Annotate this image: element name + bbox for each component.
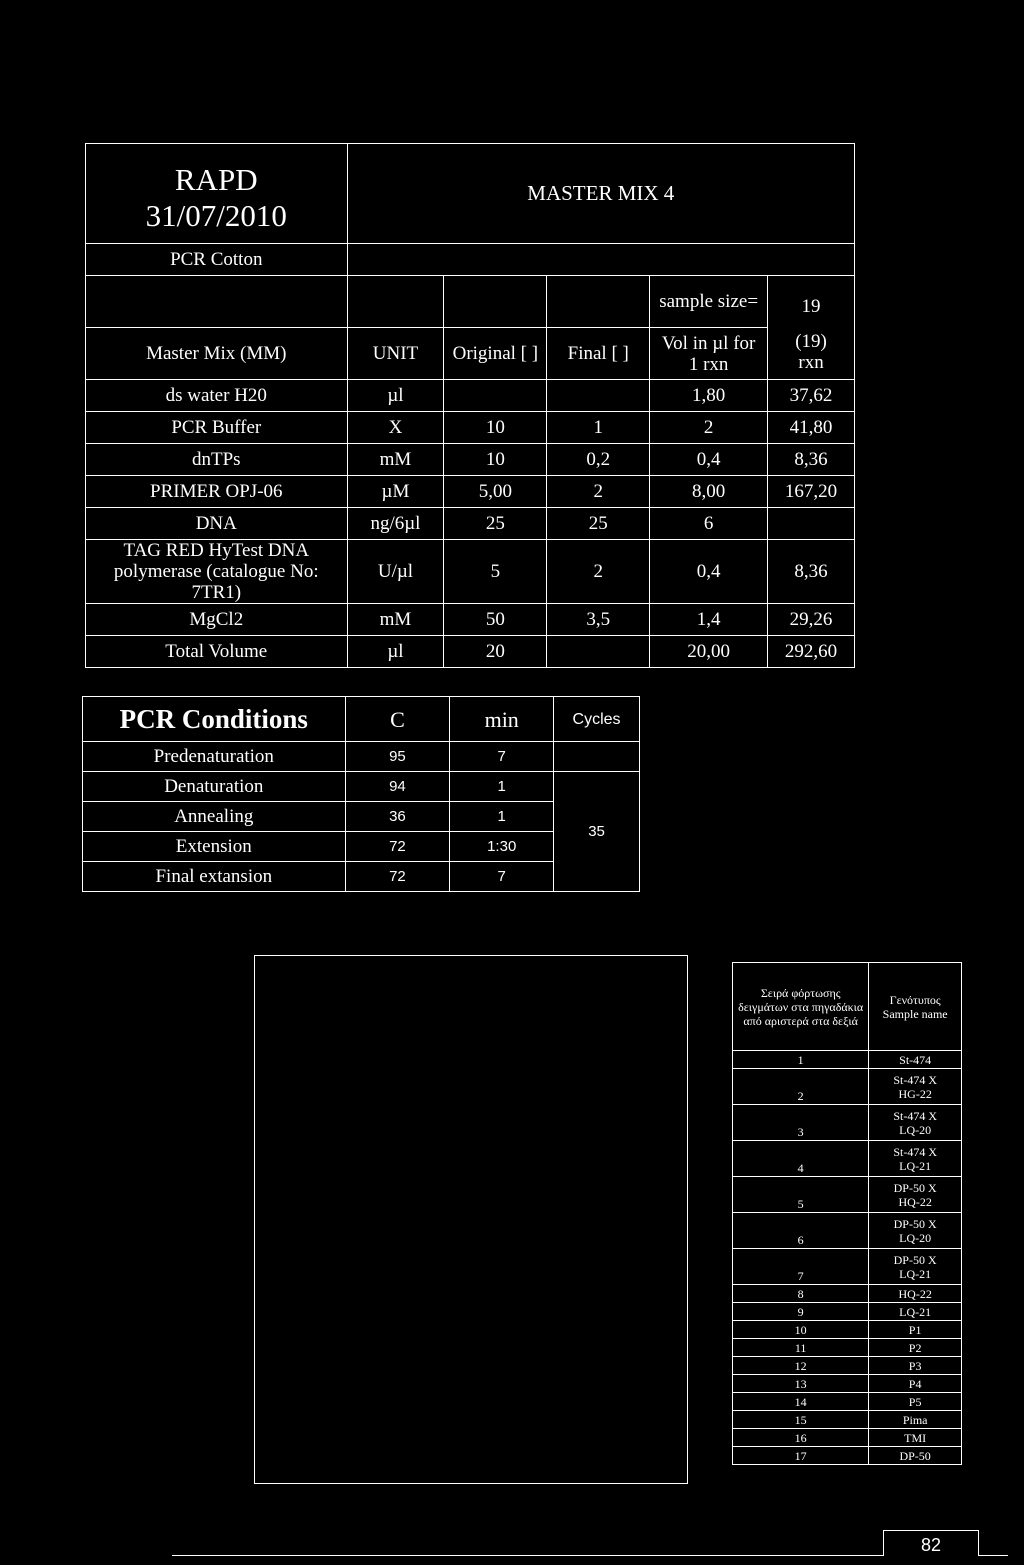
mm-cell-total: 8,36 (768, 540, 855, 604)
sample-order-number: 16 (733, 1429, 869, 1447)
mm-cell-name: DNA (86, 508, 348, 540)
pcr-rows (83, 742, 640, 892)
sample-order-number: 8 (733, 1285, 869, 1303)
mm-cell-unit: µM (347, 476, 444, 508)
mm-cell-original: 10 (444, 444, 547, 476)
mm-cell-vol: 2 (650, 412, 768, 444)
mm-cell-vol: 6 (650, 508, 768, 540)
mm-cell-original (444, 380, 547, 412)
sample-row (733, 1249, 962, 1285)
sample-header-genotype: Γενότυπος Sample name (869, 963, 962, 1051)
footer-line (172, 1555, 884, 1556)
sample-row (733, 1339, 962, 1357)
sample-order-number: 10 (733, 1321, 869, 1339)
pcr-header-time: min (450, 697, 554, 742)
sample-size-value: 19 (801, 296, 821, 317)
header-unit: UNIT (347, 328, 444, 380)
mm-cell-unit: X (347, 412, 444, 444)
sample-name: DP-50 X LQ-21 (869, 1249, 962, 1285)
mm-cell-final: 0,2 (547, 444, 650, 476)
sample-name: St-474 X HG-22 (869, 1069, 962, 1105)
pcr-cycles-empty (554, 742, 640, 772)
sample-name: LQ-21 (869, 1303, 962, 1321)
sample-name: P5 (869, 1393, 962, 1411)
sample-order-number: 4 (733, 1141, 869, 1177)
sample-order-number: 17 (733, 1447, 869, 1465)
sample-name: P2 (869, 1339, 962, 1357)
master-mix-row (86, 476, 855, 508)
sample-rows (733, 1051, 962, 1465)
sample-name: Pima (869, 1411, 962, 1429)
pcr-temp: 72 (345, 862, 450, 892)
pcr-step: Denaturation (83, 772, 346, 802)
header-original (444, 328, 547, 380)
mm-cell-unit: µl (347, 380, 444, 412)
pcr-temp: 95 (345, 742, 450, 772)
sample-row (733, 1357, 962, 1375)
sample-row (733, 1303, 962, 1321)
sample-name: P1 (869, 1321, 962, 1339)
mm-cell-original: 5 (444, 540, 547, 604)
pcr-temp: 94 (345, 772, 450, 802)
mm-cell-total: 37,62 (768, 380, 855, 412)
master-mix-row (86, 604, 855, 636)
sample-order-number: 3 (733, 1105, 869, 1141)
sample-row (733, 1411, 962, 1429)
pcr-step: Predenaturation (83, 742, 346, 772)
master-mix-title: MASTER MIX 4 (347, 144, 854, 244)
master-mix-row (86, 636, 855, 668)
mm-cell-final (547, 636, 650, 668)
master-mix-row (86, 412, 855, 444)
sample-row (733, 1177, 962, 1213)
sample-name: TMI (869, 1429, 962, 1447)
mm-cell-vol: 1,4 (650, 604, 768, 636)
sample-name: St-474 (869, 1051, 962, 1069)
sample-row (733, 1213, 962, 1249)
sample-order-number: 14 (733, 1393, 869, 1411)
sample-order-number: 12 (733, 1357, 869, 1375)
mm-cell-unit: mM (347, 444, 444, 476)
pcr-step: Final extansion (83, 862, 346, 892)
mm-cell-total: 29,26 (768, 604, 855, 636)
mm-cell-vol: 20,00 (650, 636, 768, 668)
master-mix-row (86, 540, 855, 604)
pcr-time: 1:30 (450, 832, 554, 862)
pcr-header-step: PCR Conditions (83, 697, 346, 742)
sample-row (733, 1105, 962, 1141)
mm-cell-total: 292,60 (768, 636, 855, 668)
sample-order-number: 13 (733, 1375, 869, 1393)
gel-image-frame (254, 955, 688, 1484)
mm-cell-final: 2 (547, 540, 650, 604)
master-mix-row (86, 380, 855, 412)
sample-row (733, 1051, 962, 1069)
master-mix-row (86, 444, 855, 476)
master-mix-table (85, 143, 855, 668)
pcr-time: 7 (450, 862, 554, 892)
mm-cell-total (768, 508, 855, 540)
mm-cell-original: 20 (444, 636, 547, 668)
pcr-temp: 36 (345, 802, 450, 832)
pcr-time: 1 (450, 772, 554, 802)
sample-name: DP-50 (869, 1447, 962, 1465)
mm-cell-total: 41,80 (768, 412, 855, 444)
mm-cell-final: 25 (547, 508, 650, 540)
sample-row (733, 1069, 962, 1105)
mm-cell-name: MgCl2 (86, 604, 348, 636)
empty-cell (347, 244, 854, 276)
sample-name: HQ-22 (869, 1285, 962, 1303)
sample-order-number: 5 (733, 1177, 869, 1213)
page-number: 82 (883, 1530, 979, 1555)
mm-cell-total: 8,36 (768, 444, 855, 476)
header-total: (19) rxn (795, 331, 827, 373)
sample-row (733, 1285, 962, 1303)
sample-name: P3 (869, 1357, 962, 1375)
sample-order-number: 11 (733, 1339, 869, 1357)
mm-cell-vol: 0,4 (650, 540, 768, 604)
sample-row (733, 1393, 962, 1411)
experiment-name: RAPD (174, 161, 258, 197)
sample-name: St-474 X LQ-21 (869, 1141, 962, 1177)
pcr-time: 1 (450, 802, 554, 832)
sample-order-number: 1 (733, 1051, 869, 1069)
sample-order-number: 7 (733, 1249, 869, 1285)
mm-cell-vol: 0,4 (650, 444, 768, 476)
sample-row (733, 1447, 962, 1465)
mm-cell-name: PRIMER OPJ-06 (86, 476, 348, 508)
mm-cell-final (547, 380, 650, 412)
empty-cell (444, 276, 547, 328)
sample-header-order: Σειρά φόρτωσης δειγμάτων στα πηγαδάκια από αριστερά στα δεξιά (733, 963, 869, 1051)
experiment-date: 31/07/2010 (145, 197, 287, 233)
pcr-step: Annealing (83, 802, 346, 832)
mm-cell-final: 3,5 (547, 604, 650, 636)
sample-row (733, 1429, 962, 1447)
header-component: Master Mix (MM) (86, 328, 348, 380)
pcr-time: 7 (450, 742, 554, 772)
empty-cell (347, 276, 444, 328)
pcr-temp: 72 (345, 832, 450, 862)
pcr-header-temp: C (345, 697, 450, 742)
mm-cell-name: Total Volume (86, 636, 348, 668)
sample-row (733, 1375, 962, 1393)
header-final (547, 328, 650, 380)
mm-cell-total: 167,20 (768, 476, 855, 508)
mm-cell-name: dnTPs (86, 444, 348, 476)
sample-row (733, 1321, 962, 1339)
pcr-conditions-table (82, 696, 640, 892)
sample-size-label: sample size= (650, 276, 768, 328)
pcr-row (83, 742, 640, 772)
footer-line (978, 1555, 1008, 1556)
mm-cell-unit: U/µl (347, 540, 444, 604)
sample-order-number: 6 (733, 1213, 869, 1249)
master-mix-rows (86, 380, 855, 668)
crop-label: PCR Cotton (86, 244, 348, 276)
empty-cell (547, 276, 650, 328)
header-original-text: Original [ ] (452, 343, 539, 364)
mm-cell-final: 2 (547, 476, 650, 508)
sample-order-number: 9 (733, 1303, 869, 1321)
sample-name: DP-50 X LQ-20 (869, 1213, 962, 1249)
sample-name: P4 (869, 1375, 962, 1393)
header-final-text: Final [ ] (567, 343, 629, 364)
mm-cell-unit: ng/6µl (347, 508, 444, 540)
mm-cell-original: 25 (444, 508, 547, 540)
experiment-header (86, 144, 348, 244)
mm-cell-vol: 1,80 (650, 380, 768, 412)
empty-cell (86, 276, 348, 328)
pcr-step: Extension (83, 832, 346, 862)
mm-cell-name: ds water H20 (86, 380, 348, 412)
sample-size-cell (768, 276, 855, 380)
sample-row (733, 1141, 962, 1177)
mm-cell-unit: mM (347, 604, 444, 636)
mm-cell-final: 1 (547, 412, 650, 444)
master-mix-row (86, 508, 855, 540)
mm-cell-vol: 8,00 (650, 476, 768, 508)
mm-cell-name: PCR Buffer (86, 412, 348, 444)
sample-order-table (732, 962, 962, 1465)
header-vol (650, 328, 768, 380)
mm-cell-original: 10 (444, 412, 547, 444)
mm-cell-name: TAG RED HyTest DNA polymerase (catalogue No: 7TR1) (86, 540, 348, 604)
sample-name: St-474 X LQ-20 (869, 1105, 962, 1141)
pcr-header-cycles: Cycles (554, 697, 640, 742)
sample-order-number: 15 (733, 1411, 869, 1429)
header-vol-text: Vol in µl for 1 rxn (661, 332, 756, 375)
sample-name: DP-50 X HQ-22 (869, 1177, 962, 1213)
pcr-cycles-value: 35 (554, 772, 640, 892)
mm-cell-original: 5,00 (444, 476, 547, 508)
pcr-row (83, 772, 640, 802)
mm-cell-unit: µl (347, 636, 444, 668)
mm-cell-original: 50 (444, 604, 547, 636)
sample-order-number: 2 (733, 1069, 869, 1105)
